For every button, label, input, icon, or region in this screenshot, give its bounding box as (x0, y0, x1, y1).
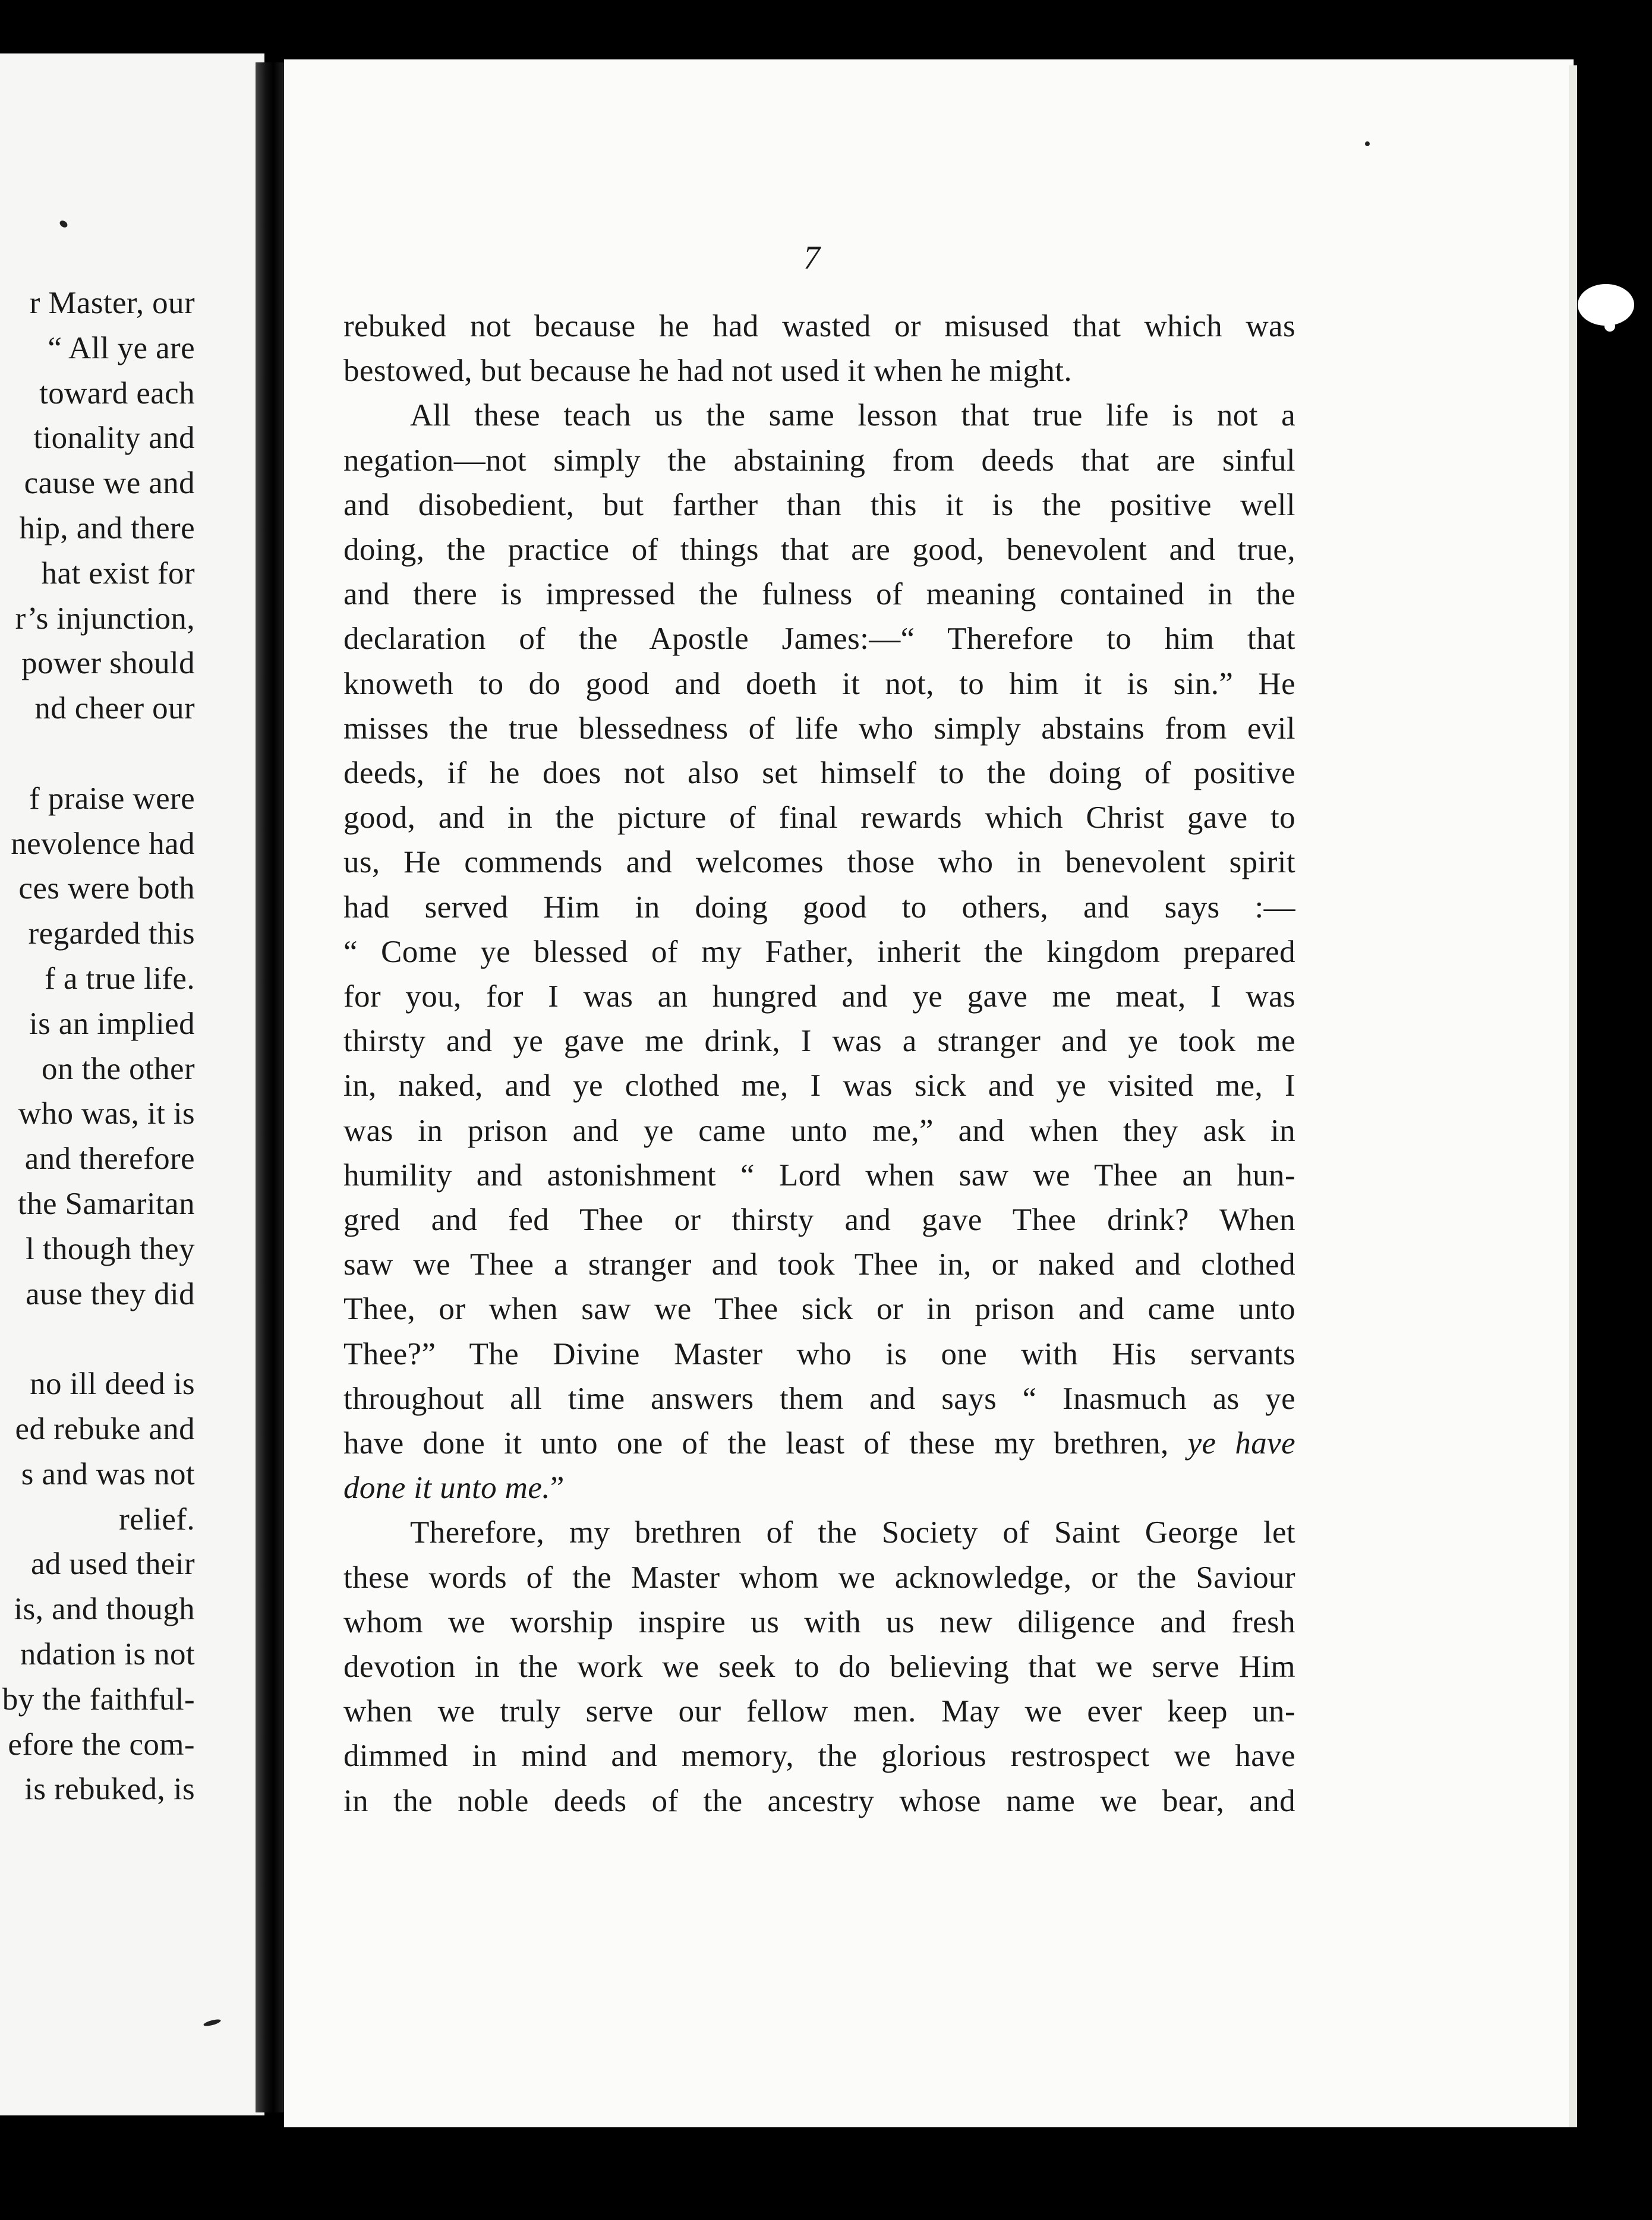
left-text-line: ces were both (18, 871, 195, 906)
line-text: these words of the Master whom we acknowledge, or the Saviour (343, 1560, 1295, 1595)
body-text-line (410, 1513, 1295, 1552)
left-text-line: is, and though (14, 1592, 195, 1627)
body-text-line (343, 442, 1295, 480)
line-text: whom we worship inspire us with us new diligence and fresh (343, 1604, 1295, 1639)
body-text-line (343, 709, 1295, 748)
body-text-line (343, 1380, 1295, 1418)
left-text-line: power should (21, 646, 195, 681)
body-text-line (343, 1737, 1295, 1775)
line-text: was in prison and ye came unto me,” and when they ask in (343, 1113, 1295, 1148)
body-text-line (343, 1424, 1295, 1462)
body-text-line (343, 307, 1295, 345)
left-text-line: nevolence had (11, 826, 195, 861)
scan-speck (1365, 141, 1370, 146)
line-text: dimmed in mind and memory, the glorious restrospect we have (343, 1739, 1295, 1774)
left-text-line: who was, it is (18, 1096, 195, 1131)
left-text-line: l though they (26, 1231, 195, 1266)
body-text-line (343, 1112, 1295, 1150)
body-text-line (343, 843, 1295, 881)
line-text: declaration of the Apostle James:—“ Therefore to him that (343, 622, 1295, 657)
left-text-line: s and was not (21, 1456, 195, 1491)
left-text-line: relief. (119, 1502, 195, 1537)
book-spine (256, 62, 285, 2112)
body-text-line (343, 977, 1295, 1016)
line-text: rebuked not because he had wasted or misused that which was (343, 309, 1295, 343)
line-text: All these teach us the same lesson that true life is not a (410, 398, 1295, 433)
body-text-line (343, 486, 1295, 524)
italic-text: ye have (1168, 1426, 1296, 1461)
line-text: and disobedient, but farther than this it is the positive well (343, 487, 1295, 522)
italic-text: done it unto me. (343, 1471, 550, 1506)
line-text: gred and fed Thee or thirsty and gave Thee drink? When (343, 1203, 1295, 1237)
left-text-line: cause we and (24, 466, 195, 501)
left-text-line: nd cheer our (34, 691, 195, 726)
scan-speck (1578, 284, 1634, 326)
line-text: devotion in the work we seek to do believing that we serve Him (343, 1650, 1295, 1684)
page-number: 7 (803, 239, 820, 276)
body-text-line (343, 1335, 1295, 1373)
line-text: in, naked, and ye clothed me, I was sick and ye visited me, I (343, 1068, 1295, 1103)
line-text: and there is impressed the fulness of meaning contained in the (343, 577, 1295, 612)
body-text-line (343, 1603, 1295, 1641)
body-text-line (343, 888, 1295, 926)
line-text: “ Come ye blessed of my Father, inherit the kingdom prepared (343, 934, 1295, 969)
body-text-line (343, 1648, 1295, 1686)
left-text-line: hip, and there (19, 511, 195, 545)
line-text: deeds, if he does not also set himself to the doing of positive (343, 756, 1295, 790)
body-text-line (343, 1156, 1295, 1194)
body-text-line (343, 1245, 1295, 1284)
left-text-line: f a true life. (45, 961, 195, 996)
body-text-line (410, 396, 1295, 434)
left-text-line: on the other (42, 1051, 195, 1086)
body-text-line (343, 933, 1295, 971)
line-text: negation—not simply the abstaining from deeds that are sinful (343, 443, 1295, 478)
scan-speck (1604, 321, 1615, 332)
line-text: us, He commends and welcomes those who in benevolent spirit (343, 845, 1295, 880)
closing-quote: ” (550, 1471, 565, 1506)
line-text: have done it unto one of the least of these my brethren, (343, 1426, 1169, 1461)
body-text-line (343, 665, 1295, 703)
left-text-line: and therefore (24, 1141, 195, 1177)
left-text-line: r’s injunction, (15, 601, 195, 636)
body-text-line (343, 620, 1295, 658)
left-text-line: ause they did (26, 1276, 195, 1311)
line-text: for you, for I was an hungred and ye gave me meat, I was (343, 979, 1295, 1014)
body-text-line (343, 1782, 1295, 1820)
line-text: Thee?” The Divine Master who is one with His servants (343, 1336, 1295, 1371)
line-text: Thee, or when saw we Thee sick or in prison and came unto (343, 1292, 1295, 1327)
page-edge (1569, 65, 1577, 2127)
body-text-line (343, 531, 1295, 569)
body-text-line (343, 352, 1072, 390)
left-text-line: no ill deed is (30, 1367, 195, 1402)
left-text-line: “ All ye are (48, 330, 195, 365)
line-text: good, and in the picture of final rewards which Christ gave to (343, 800, 1295, 835)
body-text-line (343, 754, 1295, 792)
line-text: Therefore, my brethren of the Society of Saint George let (410, 1515, 1295, 1550)
line-text: in the noble deeds of the ancestry whose name we bear, and (343, 1783, 1295, 1818)
body-text-line (343, 1559, 1295, 1597)
left-text-line: ed rebuke and (15, 1412, 195, 1446)
body-text-line (343, 1201, 1295, 1239)
left-text-line: ad used their (31, 1547, 195, 1582)
body-text-line (343, 575, 1295, 613)
left-text-line: is rebuked, is (24, 1772, 195, 1807)
left-text-line: toward each (39, 376, 195, 411)
line-text: thirsty and ye gave me drink, I was a stranger and ye took me (343, 1024, 1295, 1059)
body-text-line (343, 1692, 1295, 1730)
line-text: misses the true blessedness of life who simply abstains from evil (343, 711, 1295, 746)
left-text-line: efore the com- (8, 1727, 195, 1762)
left-text-line: tionality and (33, 421, 195, 456)
left-text-line: f praise were (29, 781, 195, 816)
line-text: humility and astonishment “ Lord when saw we Thee an hun- (343, 1158, 1295, 1193)
left-text-line: by the faithful- (2, 1682, 195, 1717)
left-text-line: is an implied (29, 1006, 195, 1041)
body-text-line (343, 799, 1295, 837)
body-text-line (343, 1067, 1295, 1105)
line-text: saw we Thee a stranger and took Thee in, or naked and clothed (343, 1247, 1295, 1282)
line-text: when we truly serve our fellow men. May we ever keep un- (343, 1694, 1295, 1729)
left-text-line: the Samaritan (17, 1187, 195, 1221)
line-text: throughout all time answers them and says “ Inasmuch as ye (343, 1381, 1295, 1416)
body-text-line (343, 1290, 1295, 1328)
line-text: knoweth to do good and doeth it not, to him it is sin.” He (343, 666, 1295, 701)
line-text: had served Him in doing good to others, and says :— (343, 890, 1295, 925)
left-text-line: r Master, our (29, 286, 195, 320)
line-text: doing, the practice of things that are good, benevolent and true, (343, 532, 1295, 567)
left-text-line: regarded this (28, 916, 195, 951)
body-text-line (343, 1469, 565, 1507)
left-text-line: ndation is not (20, 1637, 195, 1672)
line-text: bestowed, but because he had not used it when he might. (343, 354, 1072, 389)
body-text-line (343, 1022, 1295, 1060)
left-text-line: hat exist for (41, 556, 195, 591)
